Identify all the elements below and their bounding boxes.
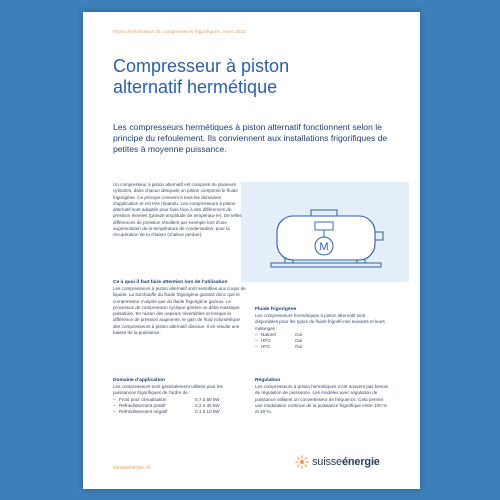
- title-line-1: Compresseur à piston: [113, 56, 290, 76]
- fluide-section: [255, 307, 389, 351]
- list-item: – HFO Oui: [255, 338, 303, 344]
- domaine-section: [113, 378, 247, 415]
- document-title: [113, 56, 403, 98]
- attention-heading: Ce à quoi il faut faire attention lors de l'utilisation: [113, 280, 228, 285]
- list-item: – Naturel Oui: [255, 331, 303, 337]
- regulation-heading: Régulation: [255, 378, 281, 383]
- compressor-connector: [375, 232, 383, 240]
- fluide-list: [255, 332, 389, 351]
- document-header: Fiche d'information 01 compresseurs frigorifiques, mars 2022: [113, 30, 246, 35]
- compressor-illustration: [241, 182, 409, 282]
- intro-paragraph: Les compresseurs hermétiques à piston alternatif fonctionnent selon le principe du refoulement. Ils conviennent aux installations frigorifiques de petites à moyenne puissance.: [113, 122, 388, 155]
- list-item: – Refroidissement positif 0,2 à 30 kW: [113, 402, 220, 408]
- domaine-heading: Domaine d'application: [113, 378, 165, 383]
- fluide-heading: Fluide frigorigène: [255, 307, 297, 312]
- regulation-text: Les compresseurs à piston hermétiques n'ont souvent pas besoin de régulation de puissance. Les modèles avec régulation de puissance utilisent un convertisseur de fréquence. Cela permet une modulation continue de la puissance frigorifique entre 100 % et 40 %.: [255, 384, 389, 415]
- fluide-text: Les compresseurs hermétiques à piston alternatif sont disponibles pour les types de fluide frigorifi-ries suivants et leurs mélanges :: [255, 313, 385, 331]
- list-item: – HFC Oui: [255, 344, 303, 350]
- domaine-list: [113, 397, 247, 416]
- title-line-2: alternatif hermétique: [113, 77, 278, 97]
- motor-label: M: [319, 241, 329, 253]
- suisseenergie-logo: [295, 455, 380, 469]
- attention-text: Les compresseurs à piston alternatif sont sensibles aux coups de liquide. La surchauffe du fluide frigorigène garantit donc que le compresseur n'aspire que du fluide frigorigène gazeux. Le processus de compression cyclique génère un débit massique pulsatoire. En raison des vapeurs réversibles et lorsque la différence de pression augmente, le gain de froid volumétrique des compresseurs à piston alternatif diminue. Il en résulte une baisse de la puissance.: [113, 286, 246, 336]
- attention-section: [113, 280, 247, 336]
- logo-text: suisseénergie: [312, 456, 380, 468]
- domaine-text: Les compresseurs sont généralement utilisés pour les puissances frigorifiques de l'ordre de :: [113, 384, 223, 396]
- sun-icon: [295, 455, 309, 469]
- footer-url-link[interactable]: suisseenergie.ch: [113, 465, 151, 471]
- list-item: – Froid pour climatisation 0,7 à 60 kW: [113, 396, 220, 402]
- regulation-section: [255, 378, 389, 415]
- document-page: [83, 12, 420, 489]
- description-paragraph: Un compresseur à piston alternatif est composé de plusieurs cylindres, dans chacun desquels un piston comprime le fluide frigorigène. Ce principe convient à tous les domaines d'application et est très répandu. Les compresseurs à piston alternatif sont adaptés pour faire face à des différences de pression élevées (grande amplitude de températu-re). De telles différences de pression résultent par exemple lors d'une augmentation de la température de condensation, pour la récupération de la chaleur (chaleur perdue).: [113, 182, 242, 238]
- compressor-base: [271, 263, 381, 267]
- compressor-top-pipe: [311, 210, 337, 216]
- list-item: – Refroidissement négatif 0,1 à 10 kW: [113, 409, 220, 415]
